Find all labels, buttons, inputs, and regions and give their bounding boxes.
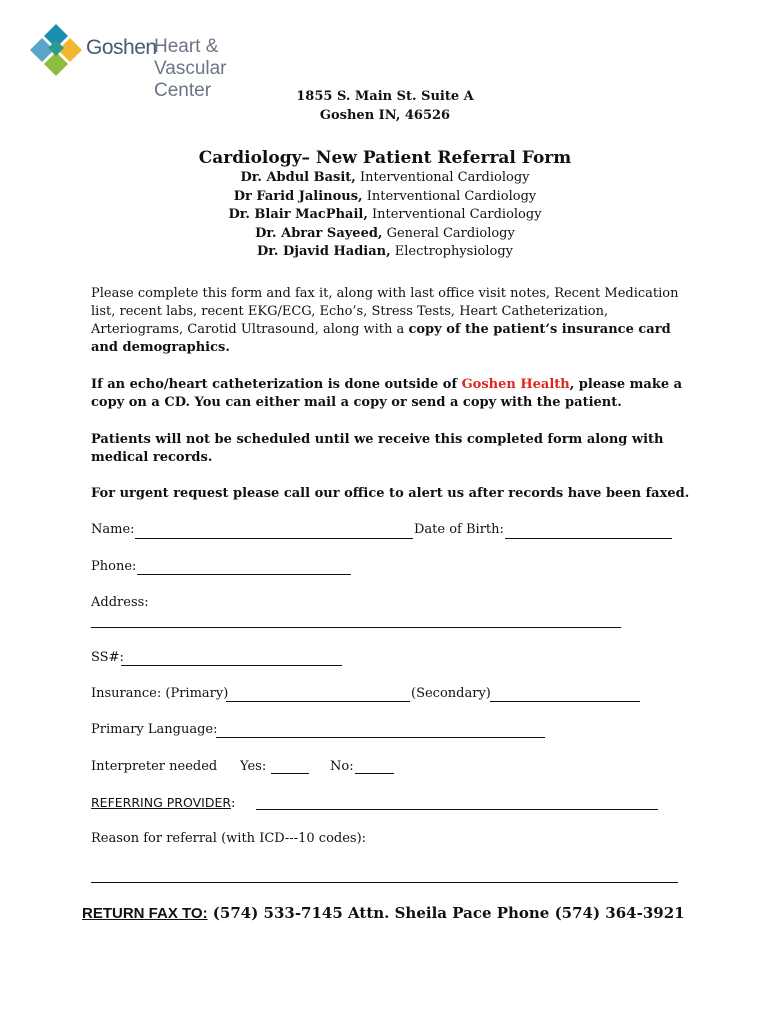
address-line-1: 1855 S. Main St. Suite A (296, 89, 474, 104)
doctor-name: Dr. Abrar Sayeed, (255, 225, 383, 241)
referring-provider-colon: : (231, 796, 236, 811)
insurance-secondary-input-line[interactable] (490, 701, 640, 702)
address-block (0, 87, 770, 125)
doctor-specialty: Interventional Cardiology (367, 207, 542, 222)
phone-input-line[interactable] (137, 574, 351, 575)
instructions-paragraph-1 (91, 285, 691, 357)
reason-input-line[interactable] (91, 882, 678, 883)
logo-word-goshen: Goshen (86, 36, 157, 59)
doctor-specialty: General Cardiology (382, 225, 515, 241)
instructions-bold: copy of the patient’s insurance card and demographics. (91, 322, 671, 355)
doctor-item (0, 169, 770, 188)
name-label: Name: (91, 522, 135, 537)
interpreter-yes-label: Yes: (240, 759, 267, 774)
doctor-item (0, 188, 770, 207)
logo (28, 22, 268, 101)
referring-provider-input-line[interactable] (256, 809, 658, 810)
doctor-item (0, 243, 770, 262)
interpreter-no-label: No: (330, 759, 354, 774)
address-input-line[interactable] (91, 627, 621, 628)
instructions-text: Please complete this form and fax it, along with last office visit notes, Recent Medication list, recent labs, recent EKG/ECG, Echo’s, Stress Tests, Heart Catheterization, Arteriograms, Carotid Ultrasound, along with a (91, 286, 679, 337)
language-input-line[interactable] (216, 737, 545, 738)
doctor-specialty: Interventional Cardiology (362, 188, 537, 204)
doctor-name: Dr. Blair MacPhail, (228, 207, 368, 222)
language-label: Primary Language: (91, 722, 218, 737)
return-fax-footer (82, 904, 685, 922)
ss-input-line[interactable] (121, 665, 342, 666)
dob-label: Date of Birth: (414, 522, 504, 537)
ss-label: SS#: (91, 650, 124, 665)
form-title: Cardiology– New Patient Referral Form (198, 148, 572, 168)
logo-mark-icon (28, 22, 84, 78)
address-label: Address: (91, 595, 149, 610)
echo-text-b: , please make a copy on a CD. You can either mail a copy or send a copy with the patient. (91, 377, 683, 410)
insurance-secondary-label: (Secondary) (411, 686, 491, 701)
logo-word-heart: Heart & (154, 36, 219, 57)
return-fax-label: RETURN FAX TO: (82, 905, 208, 922)
doctor-list (0, 169, 770, 262)
echo-text-a: If an echo/heart catheterization is done outside of (91, 377, 462, 392)
name-input-line[interactable] (135, 538, 413, 539)
instructions-paragraph-3: Patients will not be scheduled until we receive this completed form along with medical records. (91, 432, 664, 465)
reason-label: Reason for referral (with ICD---10 codes): (91, 831, 367, 846)
referring-provider-label-wrap (91, 794, 235, 813)
interpreter-label: Interpreter needed (91, 759, 218, 774)
doctor-name: Dr Farid Jalinous, (233, 188, 363, 204)
interpreter-no-input-line[interactable] (355, 773, 394, 774)
phone-label: Phone: (91, 559, 137, 574)
doctor-name: Dr. Abdul Basit, (240, 170, 356, 185)
doctor-specialty: Electrophysiology (390, 244, 513, 259)
doctor-name: Dr. Djavid Hadian, (257, 244, 391, 259)
referring-provider-label: REFERRING PROVIDER (91, 795, 232, 810)
doctor-specialty: Interventional Cardiology (355, 170, 530, 185)
goshen-health-highlight: Goshen Health (461, 377, 570, 392)
return-fax-text: (574) 533-7145 Attn. Sheila Pace Phone (574) 364-3921 (207, 904, 685, 922)
logo-word-vascular: Vascular Center (154, 58, 227, 101)
insurance-primary-input-line[interactable] (226, 701, 410, 702)
address-line-2: Goshen IN, 46526 (319, 108, 451, 123)
dob-input-line[interactable] (505, 538, 672, 539)
instructions-paragraph-4: For urgent request please call our office to alert us after records have been faxed. (91, 486, 690, 501)
doctor-item (0, 206, 770, 225)
insurance-primary-label: Insurance: (Primary) (91, 686, 229, 701)
doctor-item (0, 225, 770, 244)
instructions-paragraph-2 (91, 376, 691, 412)
interpreter-yes-input-line[interactable] (271, 773, 309, 774)
